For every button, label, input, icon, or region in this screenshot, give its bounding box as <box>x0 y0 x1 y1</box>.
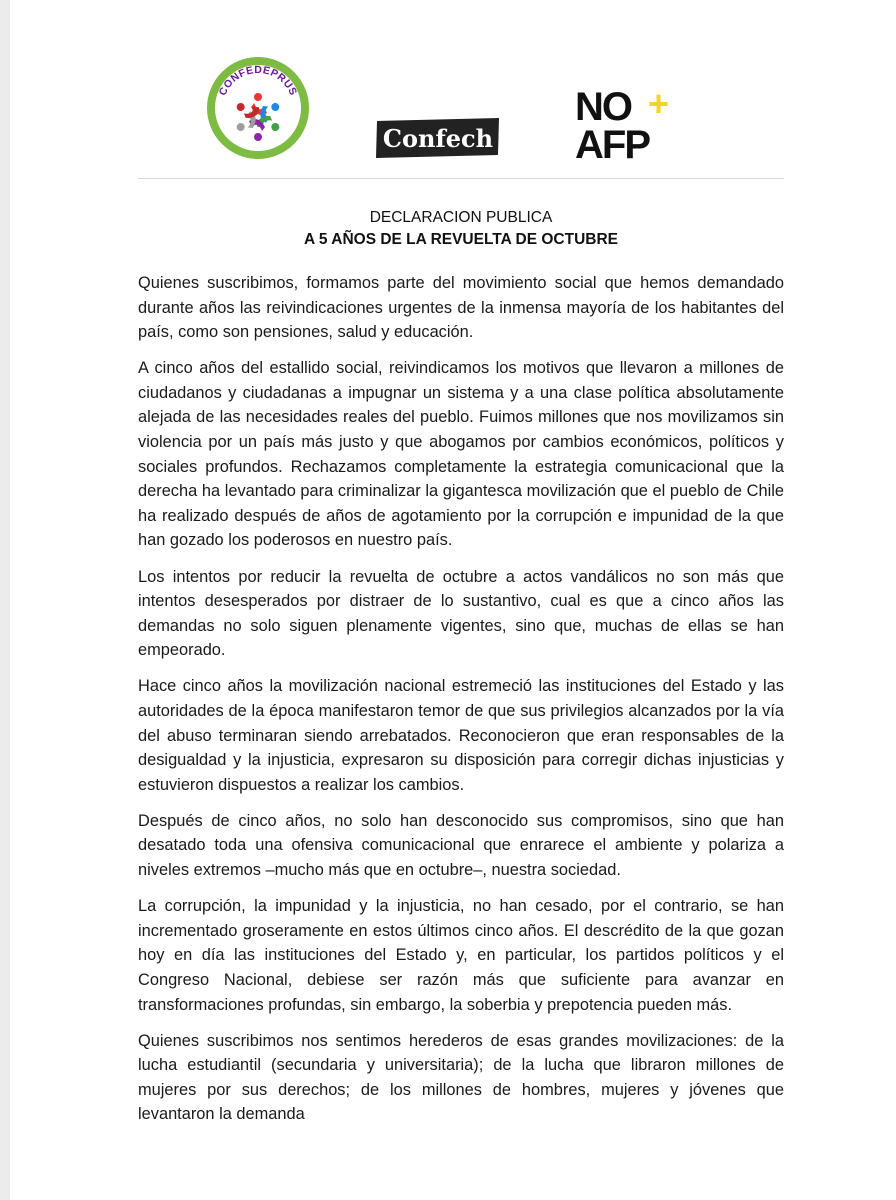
title-line-declaration: DECLARACION PUBLICA <box>369 209 553 226</box>
svg-text:+: + <box>648 86 670 124</box>
paragraph: La corrupción, la impunidad y la injusticia, no han cesado, por el contrario, se han incrementado groseramente en estos últimos cinco años. El descrédito de la que gozan hoy en día las instituciones del Estado y, en particular, los partidos políticos y el Congreso Nacional, debiese ser razón más que suficiente para avanzar en transformaciones profundas, sin embargo, la soberbia y prepotencia pueden más. <box>138 897 784 1014</box>
no-afp-logo <box>575 86 675 162</box>
document-body <box>138 271 784 1139</box>
paragraph: Hace cinco años la movilización nacional estremeció las instituciones del Estado y las autoridades de la época manifestaron temor de que sus privilegios alcanzados por la vía del abuso terminaran siendo arrebatados. Reconocieron que eran responsables de la desigualdad y la injusticia, expresaron su disposición para corregir dichas injusticias y estuvieron dispuestos a realizar los cambios. <box>138 677 784 794</box>
paragraph: Quienes suscribimos nos sentimos herederos de esas grandes movilizaciones: de la lucha estudiantil (secundaria y universitaria); de la lucha que libraron millones de mujeres por sus derechos; de los millones de hombres, mujeres y jóvenes que levantaron la demanda <box>138 1031 784 1124</box>
paragraph: Los intentos por reducir la revuelta de octubre a actos vandálicos no son más que intentos desesperados por distraer de lo sustantivo, cual es que a cinco años las demandas no solo siguen plenamente vigentes, sino que, muchas de ellas se han empeorado. <box>138 567 784 660</box>
header-divider <box>138 178 784 179</box>
svg-text:NO: NO <box>575 86 631 129</box>
svg-text:Confech: Confech <box>382 124 494 153</box>
title-line-subject: A 5 AÑOS DE LA REVUELTA DE OCTUBRE <box>303 231 619 248</box>
paragraph: Quienes suscribimos, formamos parte del movimiento social que hemos demandado durante años las reivindicaciones urgentes de la inmensa mayoría de los habitantes del país, como son pensiones, salud y educación. <box>138 274 784 342</box>
paragraph: Después de cinco años, no solo han desconocido sus compromisos, sino que han desatado toda una ofensiva comunicacional que enrarece el ambiente y polariza a niveles extremos –mucho más que en octubre–, nuestra sociedad. <box>138 811 784 880</box>
svg-text:CONFEDEPRUS: CONFEDEPRUS <box>216 63 300 98</box>
document-page <box>10 0 896 1200</box>
svg-text:AFP: AFP <box>575 123 649 162</box>
confedeprus-logo <box>207 57 309 159</box>
confech-logo <box>374 117 502 159</box>
document-title <box>138 207 784 251</box>
paragraph: A cinco años del estallido social, reivindicamos los motivos que llevaron a millones de ciudadanos y ciudadanas a impugnar un sistema y a una clase política absolutamente alejada de las necesidades reales del pueblo. Fuimos millones que nos movilizamos sin violencia por un país más justo y que abogamos por cambios económicos, políticos y sociales profundos. Rechazamos completamente la estrategia comunicacional que la derecha ha levantado para criminalizar la gigantesca movilización que el pueblo de Chile ha realizado después de años de agotamiento por la corrupción e impunidad de la que han gozado los poderosos en nuestro país. <box>138 359 784 550</box>
